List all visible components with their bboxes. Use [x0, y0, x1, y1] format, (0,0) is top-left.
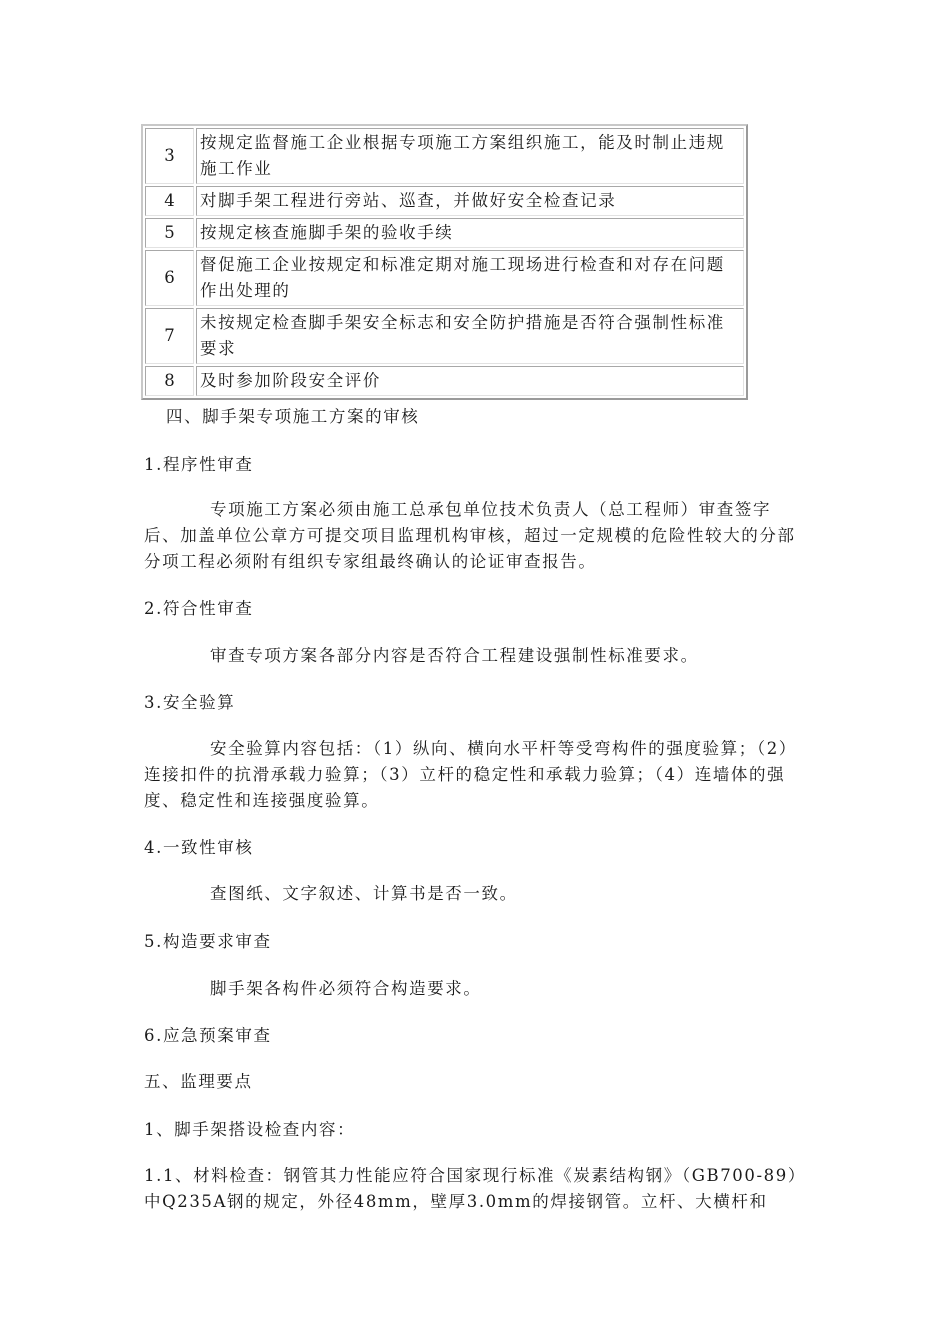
section-heading: 四、脚手架专项施工方案的审核	[166, 407, 420, 426]
section-heading: 五、监理要点	[144, 1072, 253, 1091]
row-number: 3	[145, 128, 194, 184]
table-row	[145, 308, 744, 364]
table-row	[145, 218, 744, 248]
paragraph: 专项施工方案必须由施工总承包单位技术负责人（总工程师）审查签字后、加盖单位公章方可提交项目监理机构审核，超过一定规模的危险性较大的分部分项工程必须附有组织专家组最终确认的论证审查报告。	[144, 500, 796, 571]
subsection-heading: 1、脚手架搭设检查内容：	[144, 1120, 356, 1139]
table-row	[145, 366, 744, 396]
paragraph: 查图纸、文字叙述、计算书是否一致。	[210, 884, 518, 903]
table-row	[145, 128, 744, 184]
row-number: 5	[145, 218, 194, 248]
row-text: 按规定核查施脚手架的验收手续	[196, 218, 744, 248]
row-number: 7	[145, 308, 194, 364]
paragraph: 审查专项方案各部分内容是否符合工程建设强制性标准要求。	[210, 646, 699, 665]
row-number: 6	[145, 250, 194, 306]
subsection-heading: 2.符合性审查	[144, 599, 254, 618]
table-row	[145, 186, 744, 216]
row-text: 未按规定检查脚手架安全标志和安全防护措施是否符合强制性标准要求	[196, 308, 744, 364]
paragraph: 安全验算内容包括：（1）纵向、横向水平杆等受弯构件的强度验算；（2）连接扣件的抗滑承载力验算；（3）立杆的稳定性和承载力验算；（4）连墙体的强度、稳定性和连接强度验算。	[144, 739, 797, 810]
supervision-duties-table	[141, 124, 748, 400]
subsection-heading: 5.构造要求审查	[144, 932, 272, 951]
row-number: 4	[145, 186, 194, 216]
subsection-heading: 3.安全验算	[144, 693, 236, 712]
subsection-heading: 1.程序性审查	[144, 455, 254, 474]
table-row	[145, 250, 744, 306]
subsection-heading: 6.应急预案审查	[144, 1026, 272, 1045]
row-text: 及时参加阶段安全评价	[196, 366, 744, 396]
subsection-heading: 4.一致性审核	[144, 838, 254, 857]
row-text: 按规定监督施工企业根据专项施工方案组织施工，能及时制止违规施工作业	[196, 128, 744, 184]
paragraph: 1.1、材料检查：钢管其力性能应符合国家现行标准《炭素结构钢》（GB700-89）中Q235A钢的规定，外径48mm，壁厚3.0mm的焊接钢管。立杆、大横杆和	[144, 1166, 806, 1211]
row-text: 督促施工企业按规定和标准定期对施工现场进行检查和对存在问题作出处理的	[196, 250, 744, 306]
paragraph: 脚手架各构件必须符合构造要求。	[210, 979, 482, 998]
row-number: 8	[145, 366, 194, 396]
row-text: 对脚手架工程进行旁站、巡查，并做好安全检查记录	[196, 186, 744, 216]
